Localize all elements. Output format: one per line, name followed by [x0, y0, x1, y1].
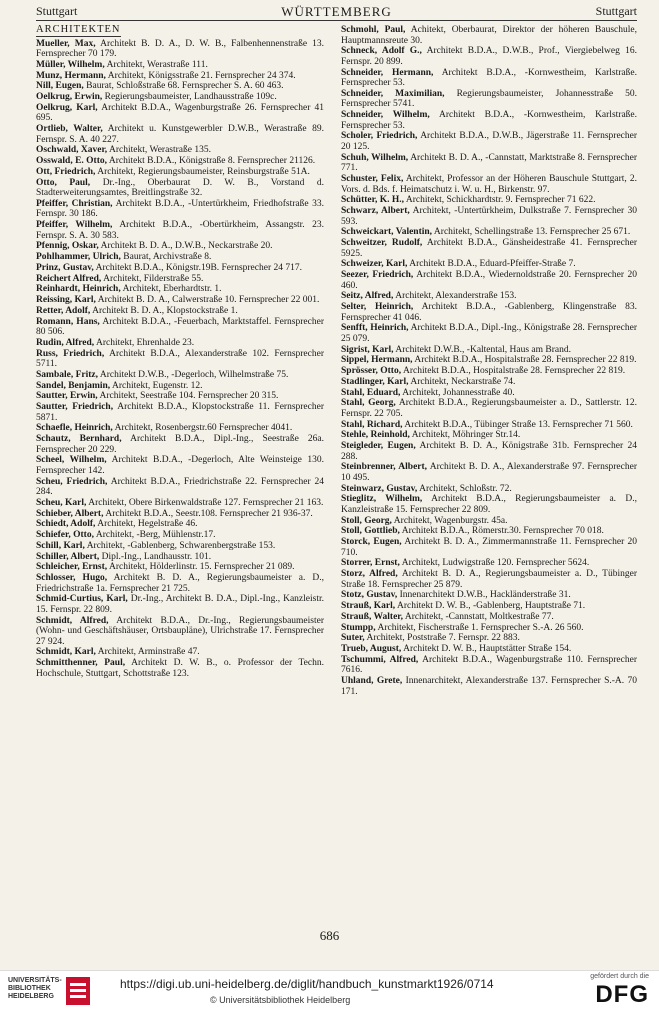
- entry-details: Architekt, Königsstraße 21. Fernsprecher 24 374.: [107, 70, 296, 81]
- entry-details: Architekt, Möhringer Str.14.: [411, 430, 521, 441]
- entry-details: Architekt, Werastraße 111.: [106, 59, 208, 70]
- entry-name: Oelkrug, Karl,: [36, 102, 98, 113]
- entry-details: Architekt, -Cannstatt, Moltkestraße 77.: [404, 611, 554, 622]
- directory-entry: [341, 89, 637, 110]
- entry-details: Architekt B.D.A., Regierungsbaumeister a. D., Sattlerstr. 12. Fernspr. 22 705.: [341, 398, 637, 419]
- entry-details: Architekt B. D. A., Königstraße 31b. Fernsprecher 24 288.: [341, 441, 637, 462]
- entry-name: Schwarz, Albert,: [341, 205, 410, 216]
- entry-name: Scheel, Wilhelm,: [36, 455, 107, 466]
- entry-details: Dr.-Ing., Oberbaurat D. W. B., Vorstand d. Stadterweiterungsamtes, Breitlingstraße 32.: [36, 177, 324, 199]
- directory-entry: [36, 306, 324, 317]
- directory-entry: [36, 658, 324, 679]
- entry-name: Sprösser, Otto,: [341, 366, 402, 377]
- entry-name: Schlosser, Hugo,: [36, 573, 108, 584]
- entry-name: Schiefer, Otto,: [36, 530, 94, 541]
- entry-name: Sigrist, Karl,: [341, 344, 394, 355]
- entry-name: Schneider, Maximilian,: [341, 88, 445, 99]
- entry-details: Architekt, Schickhardtstr. 9. Fernsprecher 71 622.: [405, 195, 596, 206]
- header-rule: [36, 20, 637, 21]
- entry-details: Architekt B.D.A., D.W.B., Prof., Viergiebelweg 16. Fernspr. 20 899.: [341, 46, 637, 67]
- entry-details: Architekt B. D. A., Klopstockstraße 1.: [92, 305, 238, 316]
- entry-details: Architekt, Johannesstraße 40.: [402, 387, 515, 398]
- entry-name: Schneck, Adolf G.,: [341, 46, 422, 57]
- entry-details: Architekt B. D. A., D.W.B., Neckarstraße 20.: [100, 241, 273, 252]
- entry-details: Achitekt, Oberbaurat, Direktor der höheren Bauschule, Hauptmannsreute 30.: [341, 25, 637, 46]
- directory-entry: [36, 498, 324, 509]
- directory-entry: [341, 655, 637, 676]
- directory-entry: [341, 388, 637, 399]
- entry-name: Mueller, Max,: [36, 38, 96, 49]
- entry-details: Architekt B.D.A., -Degerloch, Alte Weinsteige 130. Fernsprecher 142.: [36, 455, 324, 476]
- entry-details: Architekt, -Berg, Mühlenstr.17.: [95, 530, 216, 541]
- entry-details: Architekt, Werastraße 135.: [109, 145, 211, 156]
- entry-details: Architekt B.D.A., -Untertürkheim, Friedhofstraße 33. Fernspr. 30 186.: [36, 198, 324, 220]
- entry-name: Stotz, Gustav,: [341, 590, 398, 601]
- entry-details: Architekt, Alexanderstraße 153.: [395, 291, 517, 302]
- viewer-footer: [0, 970, 659, 1015]
- directory-entry: [36, 391, 324, 402]
- right-column: [341, 25, 637, 697]
- section-title: ARCHITEKTEN: [36, 24, 121, 35]
- directory-entry: [341, 377, 637, 388]
- entry-name: Schleicher, Ernst,: [36, 562, 108, 573]
- entry-details: Architekt, Schloßstr. 72.: [419, 483, 512, 494]
- entry-name: Stumpp,: [341, 622, 376, 633]
- entry-details: Architekt, Filderstraße 55.: [103, 273, 204, 284]
- entry-details: Architekt D. W. B., Hauptstätter Straße 154.: [403, 644, 572, 655]
- directory-entry: [36, 81, 324, 92]
- entry-name: Schmidt, Karl,: [36, 647, 96, 658]
- directory-entry: [36, 477, 324, 498]
- entry-details: Architekt B.D.A., -Obertürkheim, Assangstr. 23. Fernspr. S. A. 30 583.: [36, 220, 324, 241]
- directory-entry: [36, 317, 324, 338]
- directory-entry: [341, 195, 637, 206]
- directory-entry: [341, 420, 637, 431]
- directory-entry: [36, 103, 324, 124]
- entry-details: Architekt B.D.A., Dipl.-Ing., Seestraße 26a. Fernsprecher 20 229.: [36, 434, 324, 455]
- entry-name: Reissing, Karl,: [36, 295, 96, 306]
- entry-details: Architekt B.D.A., D.W.B., Jägerstraße 11. Fernsprecher 20 125.: [341, 131, 638, 152]
- directory-entry: [341, 110, 637, 131]
- directory-entry: [36, 616, 324, 648]
- entry-name: Romann, Hans,: [36, 316, 100, 327]
- entry-name: Müller, Wilhelm,: [36, 59, 105, 70]
- directory-entry: [341, 46, 637, 67]
- entry-name: Reichert Alfred,: [36, 273, 102, 284]
- entry-name: Schautz, Bernhard,: [36, 434, 122, 445]
- directory-entry: [341, 601, 637, 612]
- entry-details: Architekt B.D.A., Dipl.-Ing., Königstraße 28. Fernsprecher 25 079.: [341, 323, 637, 344]
- entry-name: Stoll, Georg,: [341, 515, 392, 526]
- entry-details: Architekt B.D.A., Klopstockstraße 11. Fernsprecher 5871.: [36, 402, 324, 423]
- entry-name: Seitz, Alfred,: [341, 291, 394, 302]
- directory-entry: [36, 647, 324, 658]
- entry-name: Sippel, Hermann,: [341, 355, 413, 366]
- directory-entry: [341, 25, 637, 46]
- header-center: WÜRTTEMBERG: [281, 4, 392, 19]
- directory-entry: [341, 238, 637, 259]
- directory-entry: [36, 92, 324, 103]
- directory-entry: [36, 60, 324, 71]
- entry-details: Architekt B.D.A., Römerstr.30. Fernsprecher 70 018.: [401, 526, 604, 537]
- entry-name: Prinz, Gustav,: [36, 262, 94, 273]
- entry-details: Architekt B.D.A., Gänsheidestraße 41. Fernsprecher 5925.: [341, 238, 637, 259]
- entry-details: Architekt, Obere Birkenwaldstraße 127. Fernsprecher 21 163.: [88, 497, 324, 508]
- entry-name: Stehle, Reinhold,: [341, 430, 410, 441]
- running-header: [36, 4, 637, 20]
- entry-name: Stieglitz, Wilhelm,: [341, 494, 423, 505]
- entry-details: Innenarchitekt, Alexanderstraße 137. Fernsprecher S.-A. 70 171.: [341, 676, 638, 697]
- entry-name: Schweitzer, Rudolf,: [341, 238, 423, 248]
- entry-details: Architekt B.D.A., Alexanderstraße 102. Fernsprecher 5711.: [36, 348, 324, 370]
- directory-entry: [36, 434, 324, 455]
- directory-entry: [341, 516, 637, 527]
- directory-entry: [36, 562, 324, 573]
- entry-name: Storrer, Ernst,: [341, 558, 400, 569]
- entry-name: Scheu, Friedrich,: [36, 476, 108, 487]
- directory-entry: [341, 259, 637, 270]
- directory-entry: [341, 623, 637, 634]
- entry-name: Steinbrenner, Albert,: [341, 462, 428, 473]
- directory-entry: [36, 349, 324, 370]
- entry-details: Architekt, Poststraße 7. Fernspr. 22 883.: [366, 633, 520, 644]
- entry-name: Ott, Friedrich,: [36, 166, 96, 177]
- entry-details: Baurat, Schloßstraße 68. Fernsprecher S. A. 60 463.: [86, 81, 284, 92]
- entry-details: Architekt B.D.A., Wagenburgstraße 26. Fernsprecher 41 695.: [36, 102, 324, 124]
- entry-name: Schuh, Wilhelm,: [341, 152, 409, 163]
- entry-details: Architekt B. D. A., Regierungsbaumeister a. D., Tübinger Straße 18. Fernsprecher 25 879.: [341, 569, 637, 590]
- directory-entry: [36, 124, 324, 145]
- entry-name: Scholer, Friedrich,: [341, 131, 418, 142]
- entry-name: Pfennig, Oskar,: [36, 241, 99, 252]
- entry-name: Retter, Adolf,: [36, 305, 91, 316]
- entry-details: Architekt, Arminstraße 47.: [97, 647, 200, 658]
- directory-entry: [36, 167, 324, 178]
- entry-details: Architekt, Neckarstraße 74.: [410, 376, 516, 387]
- directory-entry: [341, 558, 637, 569]
- entry-details: Architekt, Regierungsbaumeister, Reinsburgstraße 51A.: [97, 166, 310, 177]
- entry-details: Architekt B.D.A., Wiedernoldstraße 20. Fernsprecher 20 460.: [341, 270, 637, 291]
- directory-entry: [36, 156, 324, 167]
- permalink-url[interactable]: https://digi.ub.uni-heidelberg.de/diglit/handbuch_kunstmarkt1926/0714: [120, 977, 494, 991]
- entry-name: Pfeiffer, Wilhelm,: [36, 220, 113, 231]
- entry-details: Architekt B. D. A., -Cannstatt, Marktstraße 8. Fernsprecher 771.: [341, 152, 637, 174]
- entry-name: Trueb, August,: [341, 644, 402, 655]
- entry-name: Schiller, Albert,: [36, 551, 100, 562]
- entry-name: Uhland, Grete,: [341, 676, 403, 687]
- header-right: Stuttgart: [595, 4, 637, 18]
- dfg-logo: DFG: [595, 981, 649, 1008]
- directory-entry: [36, 295, 324, 306]
- directory-entry: [341, 398, 637, 419]
- directory-entry: [36, 552, 324, 563]
- entry-name: Rudin, Alfred,: [36, 337, 95, 348]
- directory-entry: [341, 302, 637, 323]
- entry-details: Architekt B.D.A., -Feuerbach, Marktstaffel. Fernsprecher 80 506.: [36, 316, 324, 338]
- entry-name: Strauß, Walter,: [341, 611, 404, 622]
- copyright-notice: © Universitätsbibliothek Heidelberg: [210, 995, 351, 1005]
- directory-entry: [341, 537, 637, 558]
- directory-entry: [36, 241, 324, 252]
- entry-details: Architekt B. D. A., D. W. B., Falbenhennenstraße 13. Fernsprecher 70 179.: [36, 38, 324, 60]
- directory-entry: [341, 569, 637, 590]
- entry-details: Architekt, Seestraße 104. Fernsprecher 20 315.: [99, 391, 279, 402]
- entry-name: Steinwarz, Gustav,: [341, 483, 418, 494]
- library-logo-icon: [64, 975, 92, 1007]
- directory-entry: [341, 590, 637, 601]
- entry-details: Architekt B.D.A., Dr.-Ing., Regierungsbaumeister (Wohn- und Geschäftshäuser, Ortsbaupläne), Ulrichstraße 17. Fernsprecher 27 924.: [36, 615, 325, 647]
- entry-details: Architekt B.D.A., -Kornwestheim, Karlstraße. Fernsprecher 53.: [341, 67, 637, 89]
- entry-details: Innenarchitekt D.W.B., Hackländerstraße 31.: [399, 590, 571, 601]
- entry-details: Architekt, Eberhardtstr. 1.: [122, 284, 222, 295]
- header-left: Stuttgart: [36, 4, 78, 18]
- entry-details: Regierungsbaumeister, Johannesstraße 50. Fernsprecher 5741.: [341, 88, 638, 110]
- directory-entry: [36, 199, 324, 220]
- entry-details: Architekt B. D. A., Zimmermannstraße 11. Fernsprecher 20 710.: [341, 537, 637, 558]
- entry-details: Architekt D. W. B., o. Professor der Techn. Hochschule, Stuttgart, Schottstraße 123.: [36, 658, 324, 679]
- entry-details: Architekt B.D.A., Eduard-Pfeiffer-Straße 7.: [409, 259, 576, 270]
- entry-name: Russ, Friedrich,: [36, 348, 105, 359]
- library-name: [8, 977, 62, 1001]
- library-name-line: BIBLIOTHEK: [8, 985, 51, 992]
- entry-name: Storck, Eugen,: [341, 537, 402, 548]
- directory-entry: [341, 644, 637, 655]
- directory-entry: [341, 206, 637, 227]
- entry-name: Senfft, Heinrich,: [341, 323, 409, 334]
- entry-details: Architekt B.D.A., Seestr.108. Fernsprecher 21 936-37.: [105, 508, 313, 519]
- entry-details: Architekt B.D.A., Friedrichstraße 22. Fernsprecher 24 284.: [36, 476, 324, 498]
- entry-details: Regierungsbaumeister, Landhausstraße 109c.: [104, 92, 277, 103]
- entry-name: Schneider, Wilhelm,: [341, 110, 430, 121]
- library-name-line: HEIDELBERG: [8, 993, 54, 1000]
- directory-entry: [36, 381, 324, 392]
- entry-name: Selter, Heinrich,: [341, 302, 414, 313]
- entry-details: Architekt, Fischerstraße 1. Fernsprecher S.-A. 26 560.: [377, 622, 584, 633]
- entry-details: Architekt, Eugenstr. 12.: [112, 380, 203, 391]
- directory-entry: [341, 484, 637, 495]
- entry-name: Tschummi, Alfred,: [341, 654, 419, 665]
- left-entry-list: [36, 39, 324, 680]
- directory-entry: [341, 174, 637, 195]
- directory-entry: [341, 131, 637, 152]
- directory-entry: [36, 402, 324, 423]
- library-name-line: UNIVERSITÄTS-: [8, 977, 62, 984]
- entry-name: Munz, Hermann,: [36, 70, 106, 81]
- entry-name: Pfeiffer, Christian,: [36, 198, 113, 209]
- directory-entry: [341, 270, 637, 291]
- directory-entry: [36, 509, 324, 520]
- directory-entry: [36, 594, 324, 615]
- entry-details: Architekt B. D. A., Alexanderstraße 97. Fernsprecher 10 495.: [341, 462, 637, 483]
- entry-name: Stahl, Eduard,: [341, 387, 401, 398]
- directory-entry: [36, 541, 324, 552]
- entry-name: Stadlinger, Karl,: [341, 376, 409, 387]
- entry-name: Schiedt, Adolf,: [36, 519, 96, 530]
- directory-entry: [341, 291, 637, 302]
- entry-details: Architekt B.D.A., Tübinger Straße 13. Fernsprecher 71 560.: [404, 419, 633, 430]
- entry-name: Schaefle, Heinrich,: [36, 423, 113, 434]
- directory-entry: [341, 633, 637, 644]
- entry-name: Stahl, Richard,: [341, 419, 403, 430]
- entry-name: Schweizer, Karl,: [341, 259, 408, 270]
- entry-name: Schill, Karl,: [36, 540, 85, 551]
- entry-details: Architekt, -Untertürkheim, Dulkstraße 7. Fernsprecher 30 593.: [341, 205, 637, 227]
- entry-details: Architekt, -Gablenberg, Schwarenbergstraße 153.: [86, 540, 276, 551]
- entry-details: Architekt B.D.A., Regierungsbaumeister a. D., Kanzleistraße 15. Fernsprecher 22 809.: [341, 494, 637, 515]
- entry-name: Sautter, Erwin,: [36, 391, 98, 402]
- entry-name: Steigleder, Eugen,: [341, 441, 416, 452]
- entry-details: Architekt D. W. B., -Gablenberg, Hauptstraße 71.: [396, 601, 586, 612]
- directory-entry: [341, 526, 637, 537]
- entry-name: Nill, Eugen,: [36, 81, 84, 92]
- entry-details: Architekt, Wagenburgstr. 45a.: [393, 515, 508, 526]
- directory-entry: [341, 153, 637, 174]
- directory-entry: [341, 612, 637, 623]
- entry-name: Sautter, Friedrich,: [36, 402, 114, 413]
- entry-details: Architekt D.W.B., -Kaltental, Haus am Brand.: [395, 344, 571, 355]
- entry-details: Architekt B.D.A., -Gablenberg, Klingenstraße 83. Fernsprecher 41 046.: [341, 302, 637, 323]
- entry-name: Oelkrug, Erwin,: [36, 92, 103, 103]
- directory-entry: [341, 355, 637, 366]
- entry-name: Oschwald, Xaver,: [36, 145, 108, 156]
- entry-details: Architekt B.D.A., Hospitalstraße 28. Fernsprecher 22 819.: [402, 366, 626, 377]
- directory-entry: [36, 519, 324, 530]
- entry-name: Sambale, Fritz,: [36, 369, 99, 380]
- entry-details: Architekt, Professor an der Höheren Bauschule Stuttgart, 2. Vors. d. Bds. f. Heimatschutz i. W. u. H., Birkenstr. 97.: [341, 173, 637, 195]
- entry-details: Architekt, Ehrenhalde 23.: [96, 337, 195, 348]
- directory-entry: [341, 323, 637, 344]
- entry-details: Architekt D.W.B., -Degerloch, Wilhelmstraße 75.: [99, 369, 289, 380]
- entry-name: Schmohl, Paul,: [341, 25, 406, 35]
- entry-details: Architekt, Hölderlinstr. 15. Fernsprecher 21 089.: [109, 562, 295, 573]
- entry-name: Osswald, E. Otto,: [36, 156, 107, 167]
- directory-entry: [36, 252, 324, 263]
- directory-entry: [36, 455, 324, 476]
- entry-name: Schütter, K. H.,: [341, 195, 404, 206]
- entry-name: Otto, Paul,: [36, 177, 91, 188]
- directory-entry: [36, 284, 324, 295]
- directory-entry: [341, 441, 637, 462]
- entry-details: Architekt B.D.A., Hospitalstraße 28. Fernsprecher 22 819.: [414, 355, 637, 366]
- left-column: [36, 25, 324, 679]
- entry-details: Architekt B.D.A., -Kornwestheim, Karlstraße. Fernsprecher 53.: [341, 110, 638, 131]
- directory-entry: [36, 178, 324, 199]
- entry-details: Architekt, Ludwigstraße 120. Fernsprecher 5624.: [401, 558, 590, 569]
- entry-name: Seezer, Friedrich,: [341, 270, 414, 281]
- entry-name: Stahl, Georg,: [341, 398, 396, 409]
- directory-entry: [341, 227, 637, 238]
- entry-details: Architekt B.D.A., Wagenburgstraße 110. Fernsprecher 7616.: [341, 654, 637, 676]
- entry-name: Reinhardt, Heinrich,: [36, 284, 121, 295]
- entry-details: Architekt B. D. A., Regierungsbaumeister a. D., Friedrichstraße 1a. Fernsprecher 21 725.: [36, 573, 324, 594]
- entry-details: Baurat, Archivstraße 8.: [123, 252, 212, 263]
- entry-details: Architekt, Schellingstraße 13. Fernsprecher 25 671.: [433, 227, 631, 238]
- directory-entry: [36, 145, 324, 156]
- entry-details: Architekt, Hegelstraße 46.: [97, 519, 198, 530]
- entry-details: Dipl.-Ing., Landhausstr. 101.: [101, 551, 212, 562]
- entry-details: Architekt B. D. A., Calwerstraße 10. Fernsprecher 22 001.: [97, 295, 320, 306]
- directory-entry: [341, 430, 637, 441]
- entry-details: Architekt u. Kunstgewerbler D.W.B., Werastraße 89. Fernspr. S. A. 40 227.: [36, 124, 325, 145]
- entry-name: Suter,: [341, 633, 365, 644]
- entry-name: Schmid-Curtius, Karl,: [36, 594, 128, 605]
- entry-name: Schneider, Hermann,: [341, 67, 434, 78]
- directory-entry: [341, 494, 637, 515]
- directory-entry: [341, 345, 637, 356]
- directory-entry: [36, 530, 324, 541]
- entry-name: Stoll, Gottlieb,: [341, 526, 400, 537]
- directory-entry: [341, 676, 637, 697]
- page-number: 686: [319, 928, 340, 943]
- entry-details: Architekt, Rosenbergstr.60 Fernsprecher 4041.: [114, 423, 293, 434]
- entry-name: Schweickart, Valentin,: [341, 227, 433, 238]
- directory-entry: [341, 462, 637, 483]
- entry-details: Architekt B.D.A., Königstraße 8. Fernsprecher 21126.: [108, 156, 316, 167]
- entry-name: Schuster, Felix,: [341, 173, 404, 184]
- entry-name: Storz, Alfred,: [341, 569, 398, 580]
- directory-entry: [36, 274, 324, 285]
- entry-name: Schmidt, Alfred,: [36, 615, 109, 626]
- directory-entry: [36, 573, 324, 594]
- directory-entry: [36, 71, 324, 82]
- directory-entry: [36, 39, 324, 60]
- entry-name: Ortlieb, Walter,: [36, 124, 103, 135]
- entry-details: Dr.-Ing., Architekt B. D.A., Dipl.-Ing., Kanzleistr. 15. Fernspr. 22 809.: [36, 594, 324, 615]
- entry-name: Sandel, Benjamin,: [36, 380, 111, 391]
- directory-entry: [36, 338, 324, 349]
- entry-name: Schieber, Albert,: [36, 508, 104, 519]
- entry-name: Scheu, Karl,: [36, 497, 87, 508]
- entry-details: Architekt B.D.A., Königstr.19B. Fernsprecher 24 717.: [95, 262, 302, 273]
- directory-entry: [341, 68, 637, 89]
- directory-entry: [36, 423, 324, 434]
- right-entry-list: [341, 25, 637, 697]
- entry-name: Schmitthenner, Paul,: [36, 658, 126, 669]
- directory-entry: [36, 370, 324, 381]
- entry-name: Strauß, Karl,: [341, 601, 396, 612]
- funded-by-label: gefördert durch die: [590, 973, 649, 980]
- directory-entry: [36, 220, 324, 241]
- directory-entry: [341, 366, 637, 377]
- entry-name: Pohlhammer, Ulrich,: [36, 252, 121, 263]
- directory-entry: [36, 263, 324, 274]
